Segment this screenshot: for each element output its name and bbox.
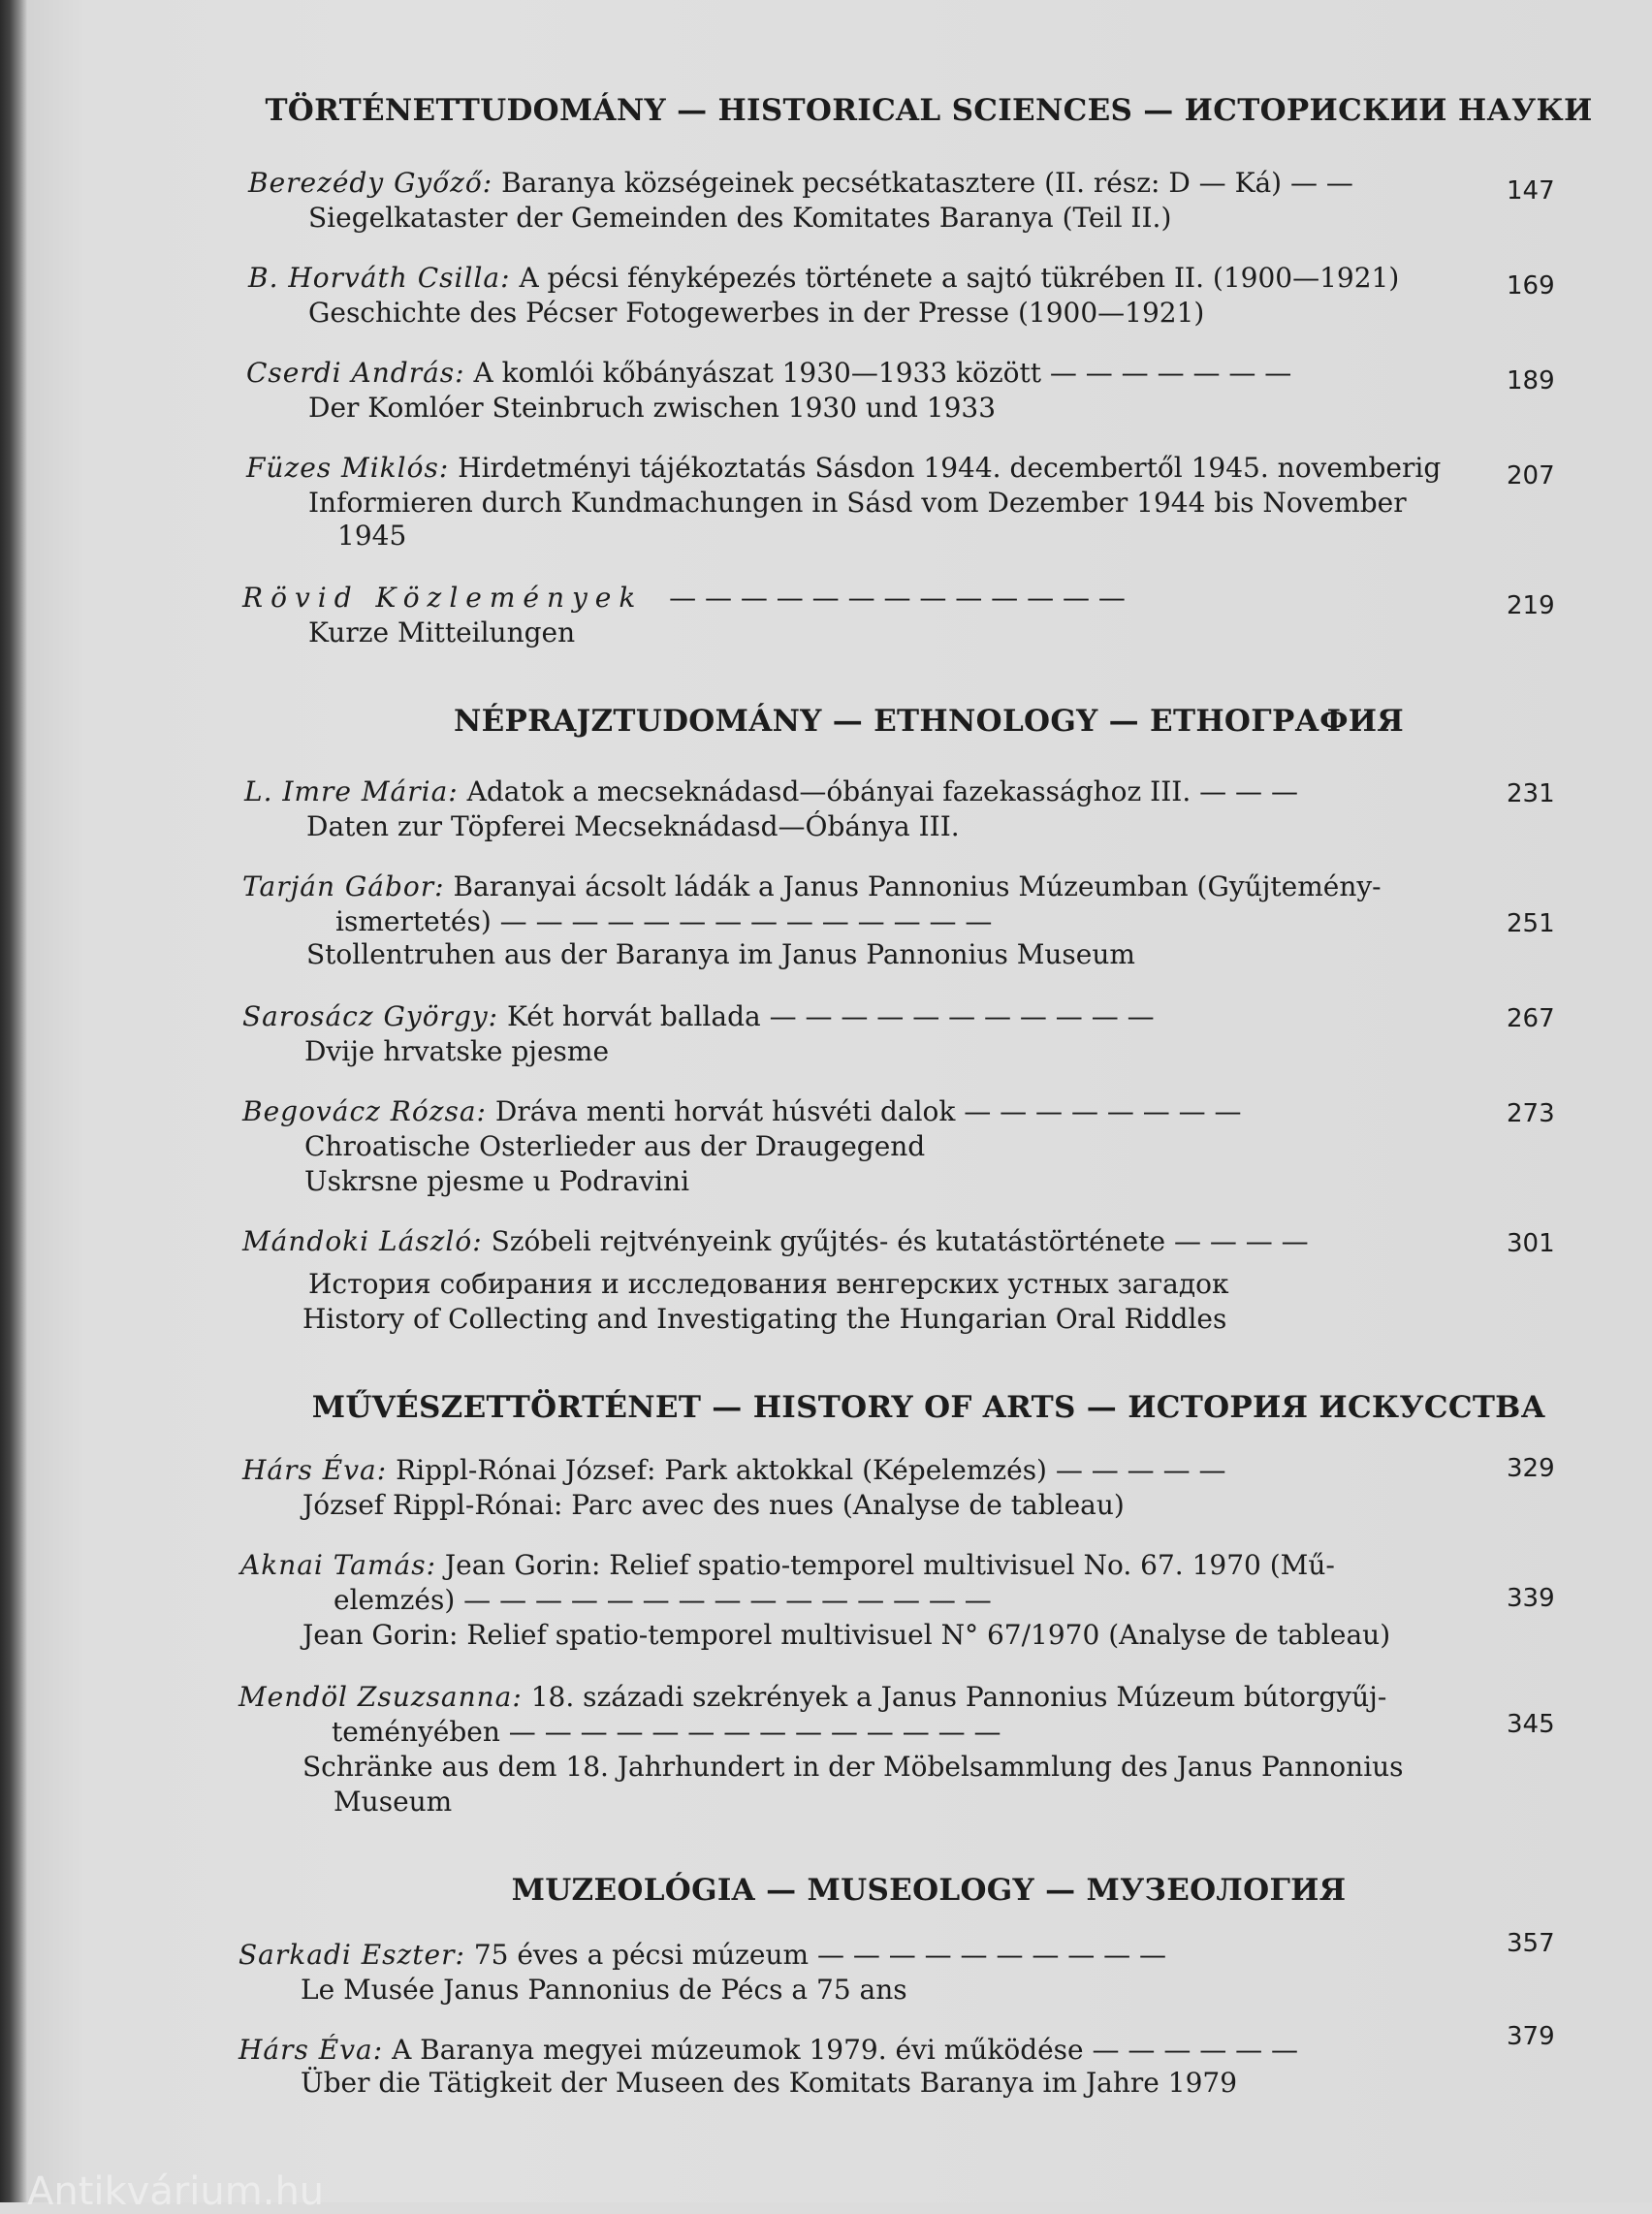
section-title-museology: MUZEOLÓGIA — MUSEOLOGY — МУЗЕОЛОГИЯ: [511, 1873, 1347, 1908]
entry-author: Mándoki László:: [242, 1225, 483, 1257]
entry-subtitle: Kurze Mitteilungen: [308, 617, 576, 648]
entry-title: Baranyai ácsolt ládák a Janus Pannonius Múzeumban (Gyűjtemény-: [453, 870, 1382, 902]
entry-title: — — — — — — — — — — — — —: [669, 582, 1126, 614]
entry-subtitle: Siegelkataster der Gemeinden des Komitates Baranya (Teil II.): [308, 202, 1172, 234]
entry-subtitle: elemzés) — — — — — — — — — — — — — — —: [334, 1584, 992, 1616]
entry-title: 75 éves a pécsi múzeum — — — — — — — — — —: [473, 1939, 1167, 1971]
entry-author: L. Imre Mária:: [244, 775, 459, 807]
entry-subtitle: Uskrsne pjesme u Podravini: [304, 1165, 690, 1197]
entry-page-number: 329: [1507, 1454, 1555, 1483]
section-title-historical-sciences: TÖRTÉNETTUDOMÁNY — HISTORICAL SCIENCES — ИСТОРИСКИИ НАУКИ: [265, 93, 1593, 128]
entry-subtitle: Geschichte des Pécser Fotogewerbes in der Presse (1900—1921): [308, 297, 1205, 329]
entry-subtitle: Dvije hrvatske pjesme: [304, 1035, 610, 1067]
entry-page-number: 219: [1507, 591, 1555, 620]
entry-page-number: 301: [1507, 1229, 1555, 1258]
entry-title: Jean Gorin: Relief spatio-temporel multivisuel No. 67. 1970 (Mű-: [444, 1549, 1335, 1581]
entry-page-number: 267: [1507, 1004, 1555, 1033]
entry-page-number: 357: [1507, 1929, 1555, 1958]
entry-title: Dráva menti horvát húsvéti dalok — — — — — — — —: [494, 1095, 1242, 1127]
entry-author: Füzes Miklós:: [246, 452, 450, 484]
entry-author: Hárs Éva:: [242, 1454, 388, 1486]
entry-author: Cserdi András:: [246, 357, 465, 389]
entry-subtitle: Daten zur Töpferei Mecseknádasd—Óbánya III.: [306, 810, 960, 842]
entry-page-number: 207: [1507, 461, 1555, 490]
entry-subtitle: История собирания и исследования венгерских устных загадок: [308, 1268, 1229, 1300]
section-title-ethnology: NÉPRAJZTUDOMÁNY — ETHNOLOGY — ЕТНОГРАФИЯ: [453, 704, 1405, 739]
entry-subtitle: 1945: [337, 520, 407, 552]
entry-page-number: 339: [1507, 1584, 1555, 1613]
entry-page-number: 251: [1507, 909, 1555, 938]
entry-subtitle: Museum: [334, 1786, 453, 1818]
entry-page-number: 169: [1507, 271, 1555, 300]
entry-title: Adatok a mecseknádasd—óbányai fazekassághoz III. — — —: [466, 775, 1298, 807]
entry-subtitle: History of Collecting and Investigating the Hungarian Oral Riddles: [302, 1303, 1227, 1335]
entry-title: A Baranya megyei múzeumok 1979. évi működése — — — — — —: [392, 2034, 1299, 2066]
entry-subtitle: Über die Tätigkeit der Museen des Komitats Baranya im Jahre 1979: [301, 2067, 1238, 2099]
section-title-history-of-arts: MŰVÉSZETTÖRTÉNET — HISTORY OF ARTS — ИСТОРИЯ ИСКУССТВА: [311, 1390, 1546, 1425]
entry-title: Hirdetményi tájékoztatás Sásdon 1944. decembertől 1945. novemberig: [458, 452, 1442, 484]
entry-author: Mendöl Zsuzsanna:: [238, 1681, 523, 1713]
entry-title: A komlói kőbányászat 1930—1933 között — — — — — — —: [473, 357, 1292, 389]
entry-author: Hárs Éva:: [238, 2034, 384, 2066]
entry-author: Tarján Gábor:: [242, 870, 445, 902]
entry-title: A pécsi fényképezés története a sajtó tükrében II. (1900—1921): [519, 262, 1400, 294]
entry-author: Sarkadi Eszter:: [238, 1939, 465, 1971]
entry-title: 18. századi szekrények a Janus Pannonius Múzeum bútorgyűj-: [530, 1681, 1387, 1713]
entry-page-number: 231: [1507, 779, 1555, 808]
entry-page-number: 345: [1507, 1710, 1555, 1739]
table-of-contents-page: [27, 0, 1652, 2214]
entry-page-number: 273: [1507, 1099, 1555, 1128]
entry-subtitle: Jean Gorin: Relief spatio-temporel multivisuel N° 67/1970 (Analyse de tableau): [302, 1619, 1391, 1651]
entry-title: Rippl-Rónai József: Park aktokkal (Képelemzés) — — — — —: [396, 1454, 1226, 1486]
entry-author: Begovácz Rózsa:: [242, 1095, 487, 1127]
entry-page-number: 379: [1507, 2022, 1555, 2051]
entry-author: B. Horváth Csilla:: [248, 262, 511, 294]
entry-page-number: 147: [1507, 176, 1555, 206]
entry-subtitle: Der Komlóer Steinbruch zwischen 1930 und 1933: [308, 392, 997, 424]
book-spine-shadow: [0, 0, 27, 2202]
entry-author: Sarosácz György:: [242, 1000, 499, 1032]
entry-subtitle: Le Musée Janus Pannonius de Pécs a 75 ans: [301, 1974, 907, 2006]
entry-title: Szóbeli rejtvényeink gyűjtés- és kutatástörténete — — — —: [491, 1225, 1309, 1257]
entry-subtitle: Stollentruhen aus der Baranya im Janus Pannonius Museum: [306, 938, 1135, 970]
entry-author: Aknai Tamás:: [240, 1549, 437, 1581]
entry-subtitle: József Rippl-Rónai: Parc avec des nues (Analyse de tableau): [302, 1489, 1125, 1521]
entry-title: Két horvát ballada — — — — — — — — — — —: [507, 1000, 1155, 1032]
entry-author: Berezédy Győző:: [248, 167, 493, 199]
entry-subtitle: teményében — — — — — — — — — — — — — —: [332, 1716, 1001, 1748]
entry-subtitle: Schränke aus dem 18. Jahrhundert in der Möbelsammlung des Janus Pannonius: [302, 1751, 1404, 1783]
entry-subtitle: Chroatische Osterlieder aus der Draugegend: [304, 1130, 926, 1162]
entry-title: Baranya községeinek pecsétkatasztere (II. rész: D — Ká) — —: [501, 167, 1353, 199]
entry-subtitle: ismertetés) — — — — — — — — — — — — — —: [335, 905, 993, 937]
entry-page-number: 189: [1507, 366, 1555, 395]
entry-subtitle: Informieren durch Kundmachungen in Sásd vom Dezember 1944 bis November: [308, 487, 1407, 519]
watermark-text: Antikvárium.hu: [27, 2169, 325, 2214]
entry-author: Rövid Közlemények: [242, 582, 644, 614]
